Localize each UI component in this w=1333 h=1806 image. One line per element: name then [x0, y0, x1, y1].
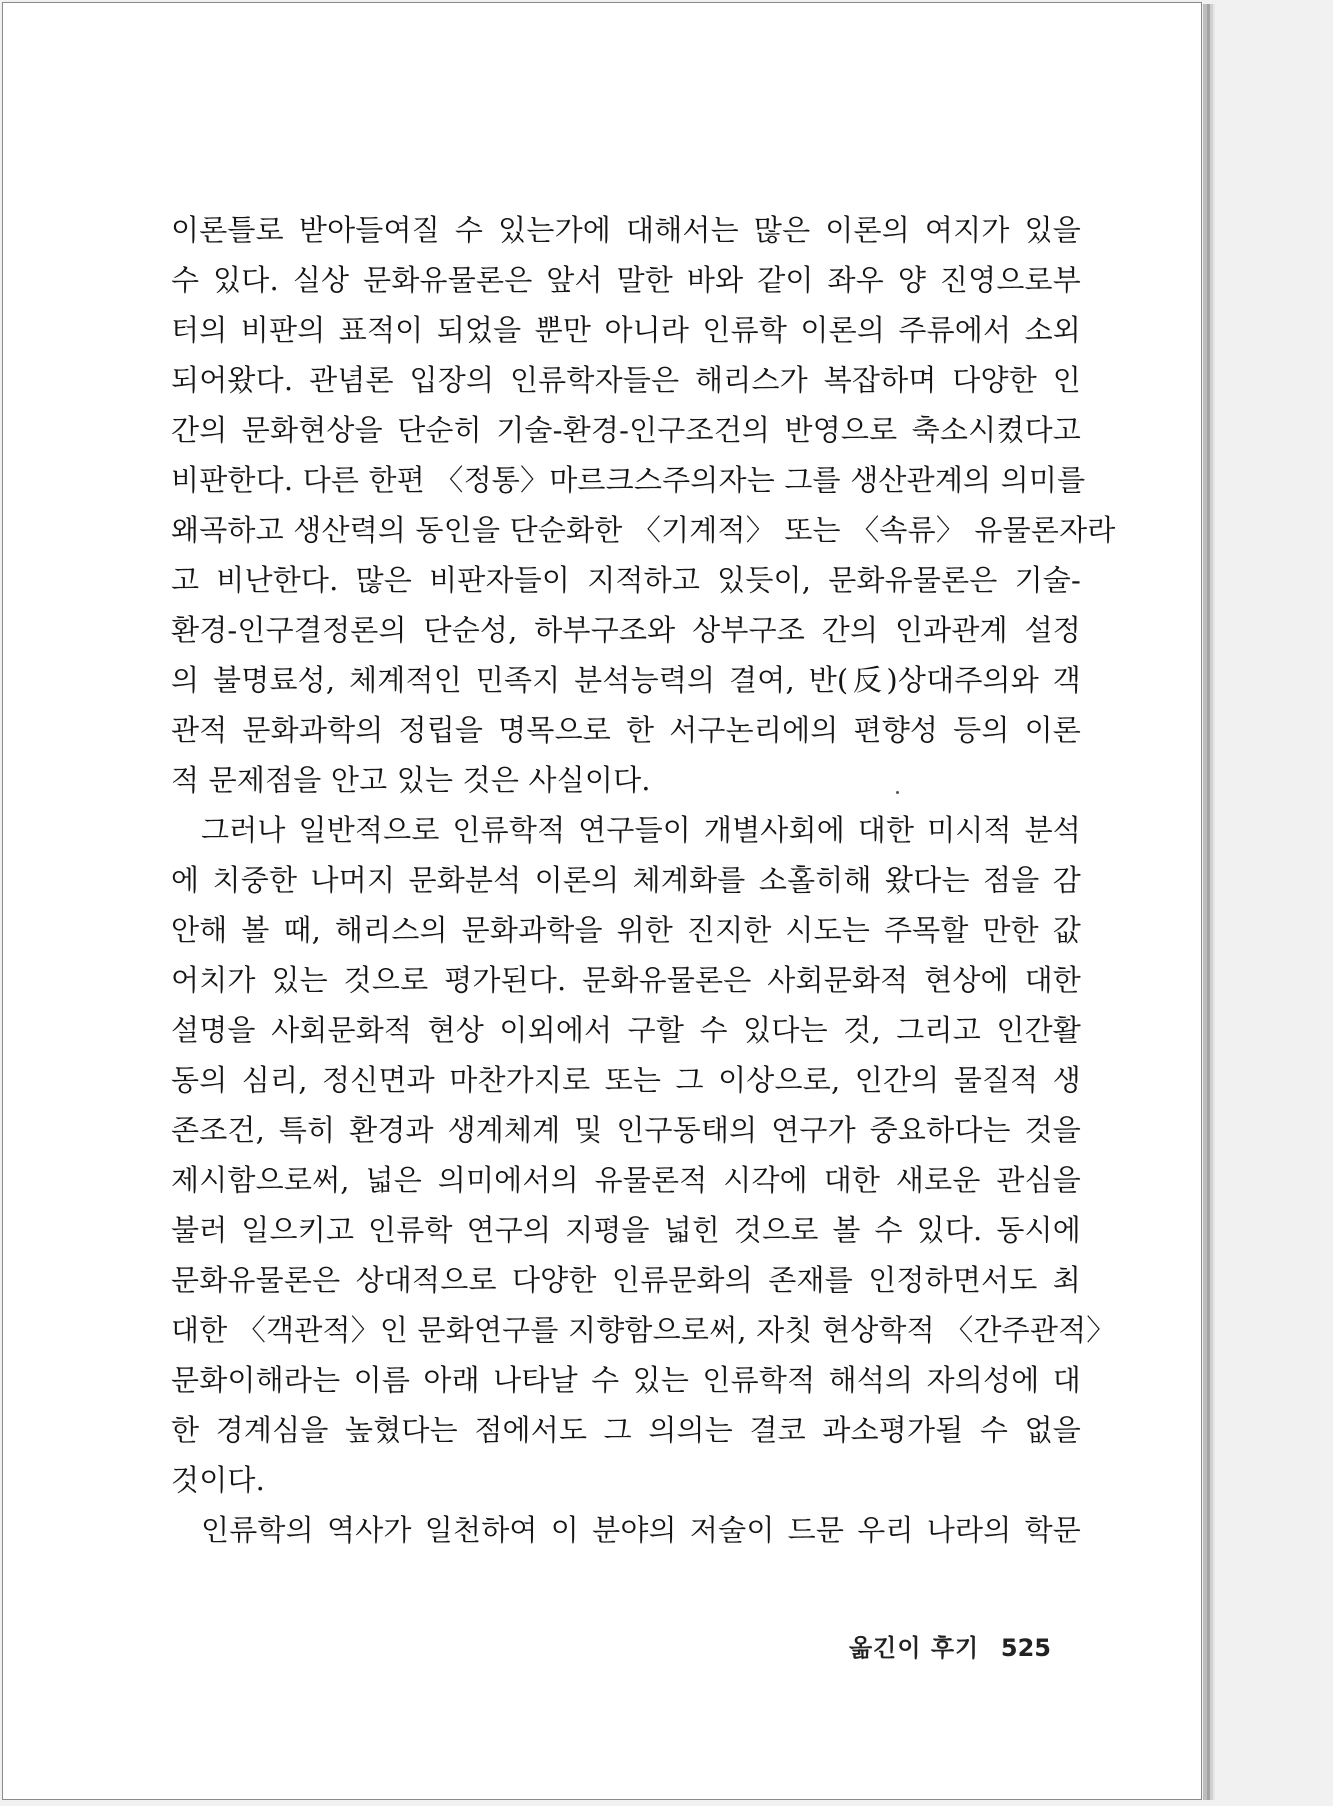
page-edge	[1213, 4, 1215, 1800]
running-footer	[849, 1628, 1051, 1663]
text-line: 적 문제점을 안고 있는 것은 사실이다.	[171, 763, 651, 797]
page-number: 525	[1000, 1634, 1051, 1662]
text-line: 불러 일으키고 인류학 연구의 지평을 넓힌 것으로 볼 수 있다. 동시에	[171, 1213, 1081, 1247]
text-line: 고 비난한다. 많은 비판자들이 지적하고 있듯이, 문화유물론은 기술-	[171, 563, 1081, 597]
text-line: 한 경계심을 높혔다는 점에서도 그 의의는 결코 과소평가될 수 없을	[171, 1413, 1081, 1447]
text-line: 왜곡하고 생산력의 동인을 단순화한 〈기계적〉 또는 〈속류〉 유물론자라	[171, 513, 1116, 547]
text-line: 에 치중한 나머지 문화분석 이론의 체계화를 소홀히해 왔다는 점을 감	[171, 863, 1081, 897]
text-line: 설명을 사회문화적 현상 이외에서 구할 수 있다는 것, 그리고 인간활	[171, 1013, 1081, 1047]
text-line: 대한 〈객관적〉인 문화연구를 지향함으로써, 자칫 현상학적 〈간주관적〉	[171, 1313, 1116, 1347]
running-footer-title: 옮긴이 후기	[848, 1634, 980, 1662]
text-line: 간의 문화현상을 단순히 기술-환경-인구조건의 반영으로 축소시켰다고	[171, 413, 1081, 447]
text-line: 제시함으로써, 넓은 의미에서의 유물론적 시각에 대한 새로운 관심을	[171, 1163, 1081, 1197]
text-line: 터의 비판의 표적이 되었을 뿐만 아니라 인류학 이론의 주류에서 소외	[171, 313, 1081, 347]
text-line: 이론틀로 받아들여질 수 있는가에 대해서는 많은 이론의 여지가 있을	[171, 213, 1081, 247]
body-text	[171, 205, 1116, 1555]
text-line: 의 불명료성, 체계적인 민족지 분석능력의 결여, 반(反)상대주의와 객	[171, 663, 1081, 697]
text-line: 수 있다. 실상 문화유물론은 앞서 말한 바와 같이 좌우 양 진영으로부	[171, 263, 1081, 297]
text-line: 어치가 있는 것으로 평가된다. 문화유물론은 사회문화적 현상에 대한	[171, 963, 1081, 997]
text-line: 존조건, 특히 환경과 생계체계 및 인구동태의 연구가 중요하다는 것을	[171, 1113, 1081, 1147]
text-line: 안해 볼 때, 해리스의 문화과학을 위한 진지한 시도는 주목할 만한 값	[171, 913, 1081, 947]
text-line: 되어왔다. 관념론 입장의 인류학자들은 해리스가 복잡하며 다양한 인	[171, 363, 1081, 397]
text-line: 문화유물론은 상대적으로 다양한 인류문화의 존재를 인정하면서도 최	[171, 1263, 1081, 1297]
text-line: 비판한다. 다른 한편 〈정통〉마르크스주의자는 그를 생산관계의 의미를	[171, 463, 1086, 497]
text-line: 문화이해라는 이름 아래 나타날 수 있는 인류학적 해석의 자의성에 대	[171, 1363, 1081, 1397]
text-line: 관적 문화과학의 정립을 명목으로 한 서구논리에의 편향성 등의 이론	[171, 713, 1081, 747]
text-line: 그러나 일반적으로 인류학적 연구들이 개별사회에 대한 미시적 분석	[201, 813, 1081, 847]
text-line: 것이다.	[171, 1463, 266, 1497]
text-line: 환경-인구결정론의 단순성, 하부구조와 상부구조 간의 인과관계 설정	[171, 613, 1081, 647]
text-line: 인류학의 역사가 일천하여 이 분야의 저술이 드문 우리 나라의 학문	[201, 1513, 1081, 1547]
print-speck	[896, 791, 899, 794]
text-line: 동의 심리, 정신면과 마찬가지로 또는 그 이상으로, 인간의 물질적 생	[171, 1063, 1081, 1097]
book-page	[2, 2, 1202, 1800]
